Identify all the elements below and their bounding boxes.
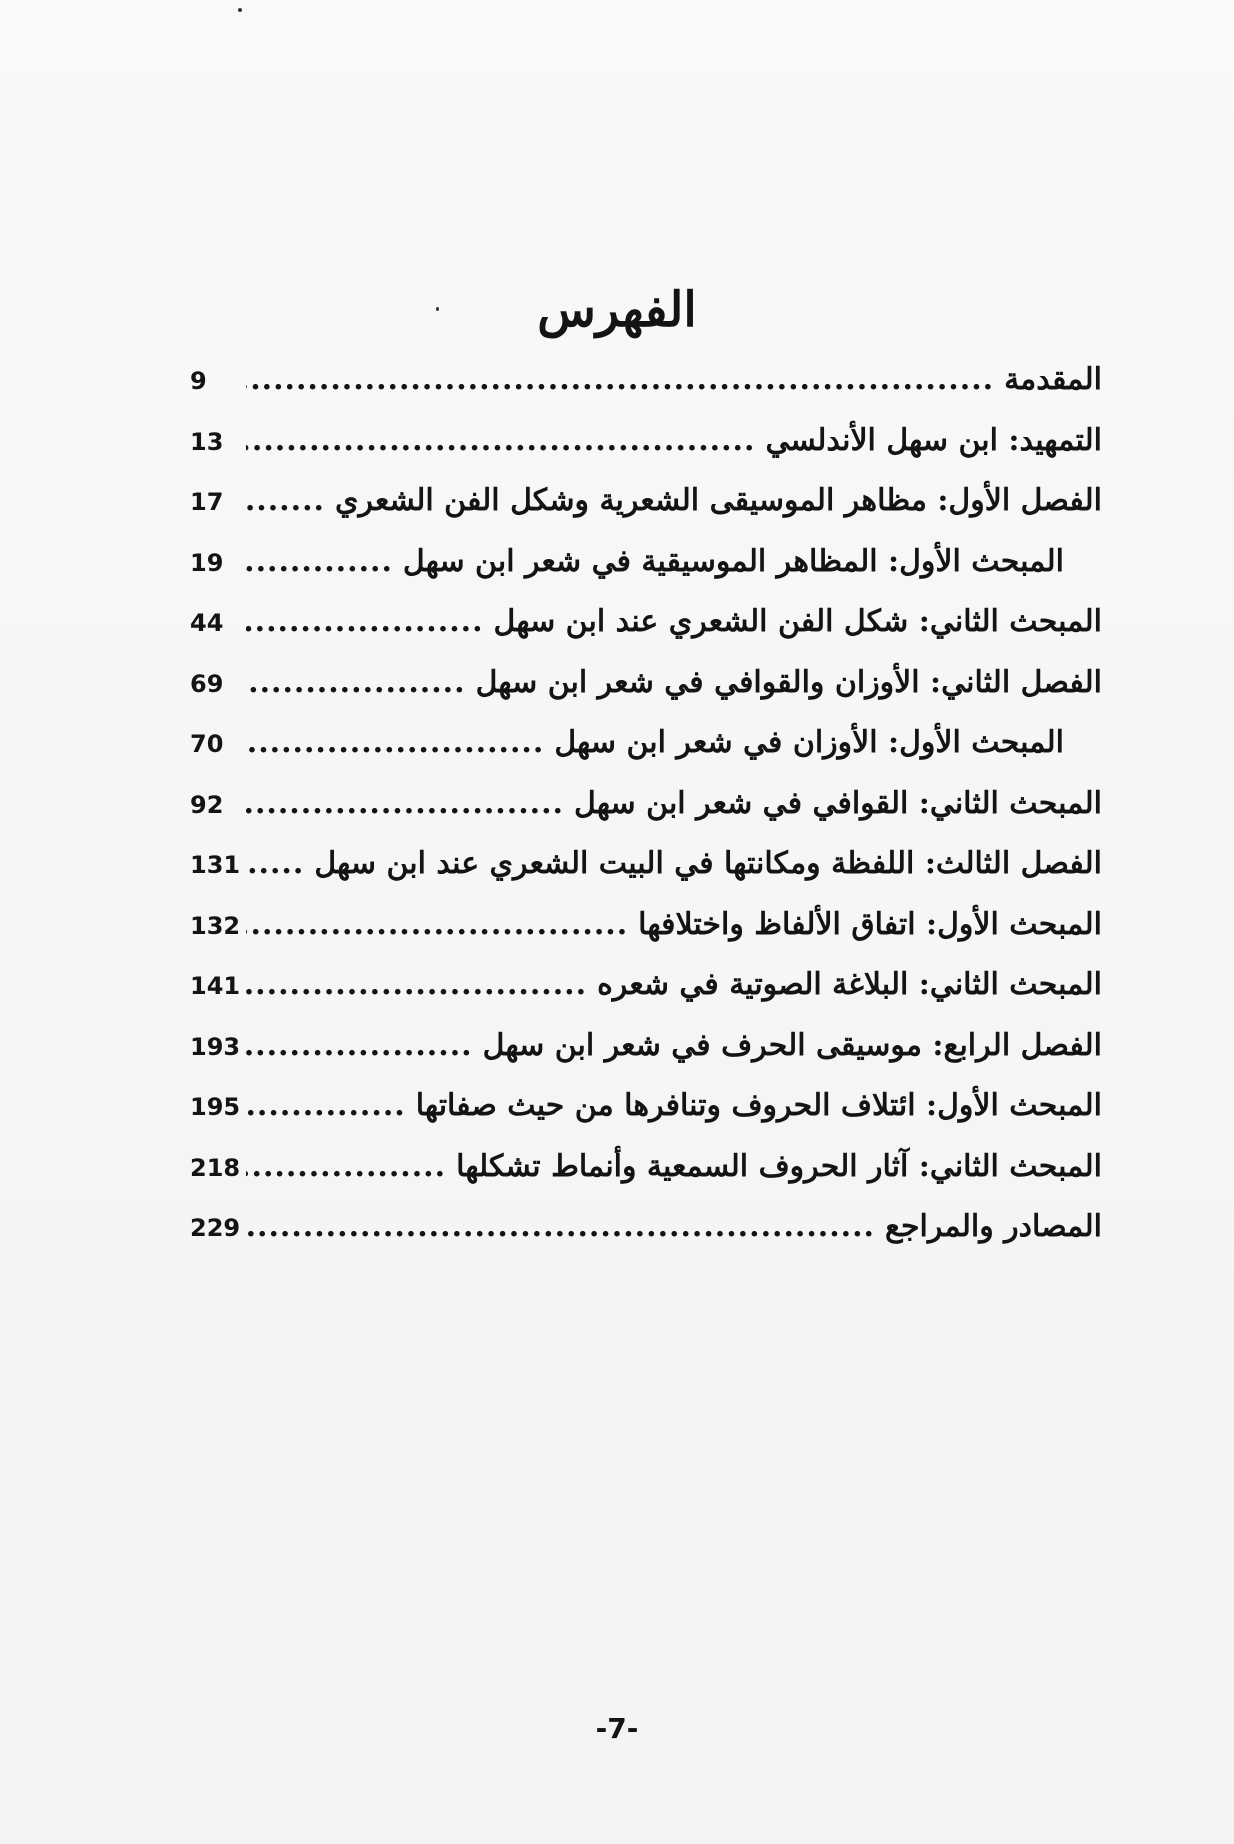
dot-leader [246,786,564,821]
toc-entry-page: 13 [190,427,224,456]
toc-entry [190,967,1102,1028]
toc-entry-label: الفصل الثاني: الأوزان والقوافي في شعر ابن سهل [475,664,1102,700]
toc-entry-label: الفصل الأول: مظاهر الموسيقى الشعرية وشكل الفن الشعري [334,483,1102,518]
toc-entry-page: 69 [190,669,224,698]
toc-entry-page: 9 [190,367,207,395]
toc-entry-label: المبحث الأول: الأوزان في شعر ابن سهل [554,725,1064,760]
dot-leader [246,907,628,942]
toc-entry-label: المبحث الثاني: شكل الفن الشعري عند ابن سهل [493,604,1102,639]
toc-entry-page: 92 [190,790,224,819]
toc-entry [190,483,1102,544]
toc-title: الفهرس [537,282,697,339]
toc-entry [190,1149,1102,1210]
dot-leader [246,423,755,458]
page-number: -7- [595,1712,639,1745]
toc-entry [190,665,1102,726]
toc-entry-label: الفصل الرابع: موسيقى الحرف في شعر ابن سهل [482,1027,1102,1063]
toc-entry-page: 218 [190,1153,241,1182]
toc-entry [190,362,1102,423]
toc-entry [190,544,1102,605]
dot-leader [246,604,484,639]
toc-entry-page: 70 [190,730,224,758]
toc-entry [190,1028,1102,1089]
toc-entry [190,1088,1102,1149]
toc-entry-page: 17 [190,488,224,516]
toc-entry [190,604,1102,665]
dot-leader [246,1088,406,1123]
toc-entry-label: المبحث الثاني: القوافي في شعر ابن سهل [573,785,1102,821]
toc-entry [190,907,1102,968]
dot-leader [246,967,587,1002]
toc-entry-label: المبحث الأول: اتفاق الألفاظ واختلافها [638,906,1102,942]
toc-entry-page: 229 [190,1214,241,1242]
toc-entry-label: المبحث الأول: المظاهر الموسيقية في شعر ابن سهل [402,543,1064,579]
toc-entry-page: 44 [190,609,224,637]
toc-entry-page: 195 [190,1093,241,1121]
toc-entry [190,1209,1102,1270]
dot-leader [246,1149,446,1184]
dot-leader [246,846,304,881]
dot-leader [246,362,994,397]
toc-entry-page: 141 [190,972,241,1000]
dot-leader [246,1209,875,1244]
toc-list [190,362,1102,1270]
dot-leader [246,725,544,760]
toc-entry [190,423,1102,484]
dot-leader [246,665,466,700]
toc-entry-label: المبحث الثاني: آثار الحروف السمعية وأنماط تشكلها [456,1148,1102,1184]
dot-leader [246,483,325,518]
toc-entry [190,725,1102,786]
toc-entry-label: التمهيد: ابن سهل الأندلسي [765,422,1102,458]
toc-entry-page: 132 [190,911,241,940]
toc-entry [190,786,1102,847]
dot-leader [246,1028,473,1063]
toc-entry-label: المبحث الأول: ائتلاف الحروف وتنافرها من حيث صفاتها [415,1088,1102,1123]
toc-entry [190,846,1102,907]
toc-entry-page: 131 [190,851,241,879]
toc-entry-label: الفصل الثالث: اللفظة ومكانتها في البيت الشعري عند ابن سهل [314,846,1102,881]
toc-entry-label: المبحث الثاني: البلاغة الصوتية في شعره [597,967,1102,1002]
dot-leader [246,544,393,579]
toc-entry-page: 193 [190,1032,241,1061]
paper-speck [238,8,242,12]
toc-entry-page: 19 [190,548,224,577]
toc-entry-label: المصادر والمراجع [885,1209,1102,1244]
toc-entry-label: المقدمة [1004,362,1102,397]
